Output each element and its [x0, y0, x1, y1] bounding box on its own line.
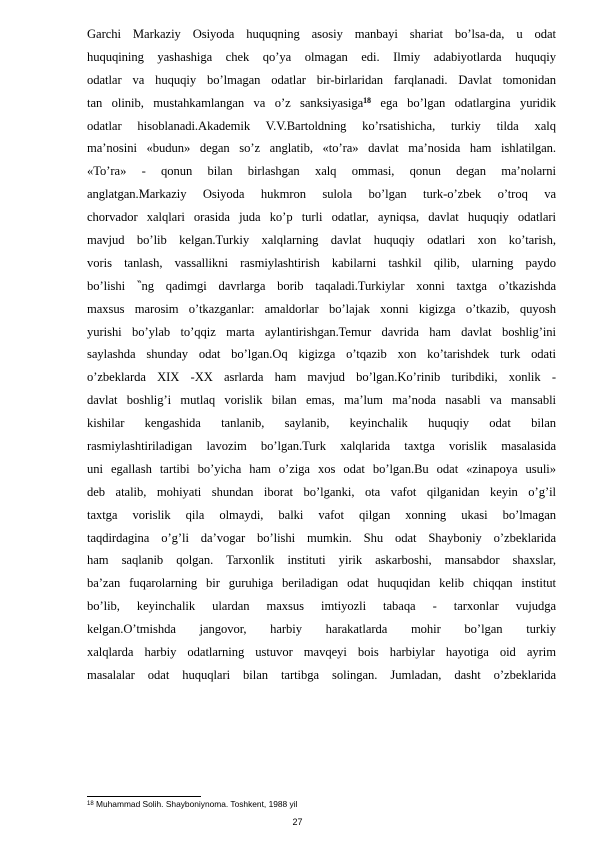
text-line: odatlar hisoblanadi.Akademik V.V.Bartoldning ko’rsatishicha, turkiy tilda xalq [87, 118, 556, 133]
text-segment: ega bo’lgan odatlargina yuridik [371, 95, 556, 110]
text-line: odatlar va huquqiy bo’lmagan odatlar bir-birlaridan farqlanadi. Davlat tomonidan [87, 72, 556, 87]
footnote-reference[interactable]: 18 [363, 95, 372, 105]
text-line: yurishi bo’ylab to’qqiz marta aylantirishgan.Temur davrida ham davlat boshlig’ini [87, 324, 556, 339]
text-line: o’zbeklarda XIX -XX asrlarda ham mavjud bo’lgan.Ko’rinib turibdiki, xonlik - [87, 370, 556, 385]
text-line: uni egallash tartibi bo’yicha ham o’ziga xos odat bo’lgan.Bu odat «zinapoya usuli» [87, 461, 556, 476]
text-line: voris tanlash, vassallikni rasmiylashtirish kabilarni tashkil qilib, ularning paydo [87, 255, 556, 270]
text-line: bo’lib, keyinchalik ulardan maxsus imtiyozli tabaqa - tarxonlar vujudga [87, 599, 556, 614]
text-line: masalalar odat huquqlari bilan tartibga solingan. Jumladan, dasht o’zbeklarida [87, 667, 556, 682]
footnote [87, 799, 297, 810]
text-line: chorvador xalqlari orasida juda ko’p turli odatlar, ayniqsa, davlat huquqiy odatlari [87, 210, 556, 225]
text-line: ba’zan fuqarolarning bir guruhiga beriladigan odat huquqidan kelib chiqqan institut [87, 576, 556, 591]
text-line: deb atalib, mohiyati shundan iborat bo’lganki, ota vafot qilganidan keyin o’g’il [87, 484, 556, 499]
text-line: huquqining yashashiga chek qo’ya olmagan edi. Ilmiy adabiyotlarda huquqiy [87, 49, 556, 64]
text-line: bo’lishi ‶ng qadimgi davrlarga borib taqaladi.Turkiylar xonni taxtga o’tkazishda [87, 278, 556, 293]
footnote-divider [87, 796, 201, 797]
text-line: anglatgan.Markaziy Osiyoda hukmron sulola bo’lgan turk-o’zbek o’troq va [87, 187, 556, 202]
text-segment: tan olinib, mustahkamlangan va o’z sanksiyasiga [87, 95, 364, 110]
text-line: kelgan.O’tmishda jangovor, harbiy harakatlarda mohir bo’lgan turkiy [87, 622, 556, 637]
text-line-with-footnote-ref [87, 92, 556, 115]
text-line: taxtga vorislik qila olmaydi, balki vafot qilgan xonning ukasi bo’lmagan [87, 507, 556, 522]
text-line: ma’nosini «budun» degan so’z anglatib, «to’ra» davlat ma’nosida ham ishlatilgan. [87, 141, 556, 156]
page-number: 27 [292, 817, 303, 827]
text-line: Garchi Markaziy Osiyoda huquqning asosiy manbayi shariat bo’lsa-da, u odat [87, 27, 556, 41]
text-line: saylashda shunday odat bo’lgan.Oq kigizga o’tqazib xon ko’tarishdek turk odati [87, 347, 556, 362]
text-line: «To’ra» - qonun bilan birlashgan xalq ommasi, qonun degan ma’nolarni [87, 164, 556, 179]
text-line: ham saqlanib qolgan. Tarxonlik instituti yirik askarboshi, mansabdor shaxslar, [87, 553, 556, 568]
text-line: taqdirdagina o’g’li da’vogar bo’lishi mumkin. Shu odat Shayboniy o’zbeklarida [87, 530, 556, 545]
text-line: rasmiylashtiriladigan lavozim bo’lgan.Turk xalqlarida taxtga vorislik masalasida [87, 439, 556, 454]
text-line: kishilar kengashida tanlanib, saylanib, keyinchalik huquqiy odat bilan [87, 416, 556, 431]
text-line: davlat boshlig’i mutlaq vorislik bilan emas, ma’lum ma’noda nasabli va mansabli [87, 393, 556, 408]
body-text [87, 23, 556, 687]
footnote-number: 18 [87, 801, 94, 807]
text-line: maxsus marosim o’tkazganlar: amaldorlar bo’lajak xonni kigizga o’tkazib, quyosh [87, 301, 556, 316]
text-line: mavjud bo’lib kelgan.Turkiy xalqlarning davlat huquqiy odatlari xon ko’tarish, [87, 233, 556, 248]
text-line: xalqlarda harbiy odatlarning ustuvor mavqeyi bois harbiylar hayotiga oid ayrim [87, 645, 556, 660]
footnote-text: Muhammad Solih. Shayboniynoma. Toshkent, 1988 yil [93, 799, 298, 809]
